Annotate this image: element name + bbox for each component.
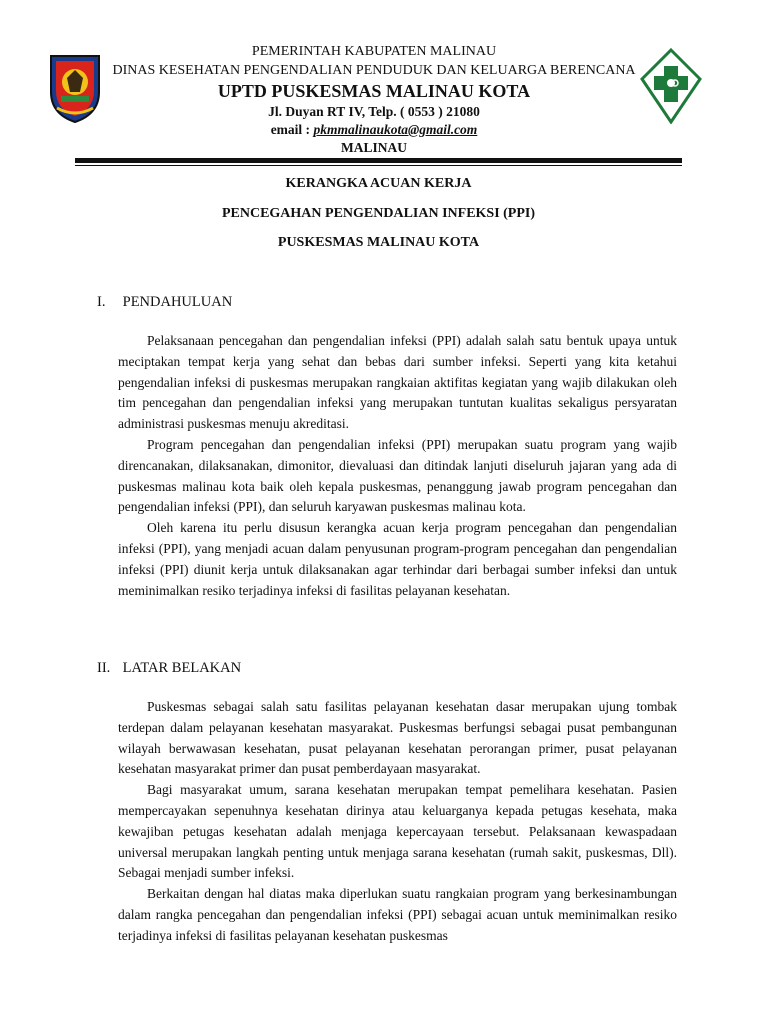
section-title: PENDAHULUAN [122, 294, 233, 310]
government-name: PEMERINTAH KABUPATEN MALINAU [251, 44, 497, 59]
department-name: DINAS KESEHATAN PENGENDALIAN PENDUDUK DAN KELUARGA BERENCANA [112, 63, 636, 78]
email-line [110, 122, 638, 138]
letterhead-divider-thick [75, 158, 682, 163]
email-link[interactable]: pkmmalinaukota@gmail.com [313, 122, 478, 137]
institution-name: UPTD PUSKESMAS MALINAU KOTA [217, 81, 531, 101]
paragraph: Oleh karena itu perlu disusun kerangka acuan kerja program pencegahan dan pengendalian infeksi (PPI), yang menjadi acuan dalam penyusunan program-program pencegahan dan pengendalian infeksi (PPI) diunit kerja untuk dilaksanakan agar terhindar dari berbagai sumber infeksi dan untuk meminimalkan resiko terjadinya infeksi di fasilitas pelayanan kesehatan. [118, 520, 677, 598]
document-title: KERANGKA ACUAN KERJA [285, 176, 472, 191]
section-heading-pendahuluan [97, 294, 232, 311]
paragraph: Pelaksanaan pencegahan dan pengendalian infeksi (PPI) adalah salah satu bentuk upaya untuk meciptakan tempat kerja yang sehat dan bebas dari sumber infeksi. Seperti yang kita ketahui pengendalian infeksi di puskesmas merupakan rangkaian aktifitas kegiatan yang wajib dilakukan oleh tim pencegahan dan pengendalian infeksi yang merupakan tuntutan kualitas sekaligus persyaratan administrasi puskesmas menuju akreditasi. [118, 333, 677, 432]
section-body-pendahuluan [118, 331, 677, 601]
section-title: LATAR BELAKAN [122, 660, 242, 676]
paragraph: Puskesmas sebagai salah satu fasilitas pelayanan kesehatan dasar merupakan ujung tombak terdepan dalam pelayanan kesehatan masyarakat. Puskesmas berfungsi sebagai pusat pembangunan wilayah berwawasan kesehatan, pusat pelayanan kesehatan perorangan primer, pusat pelayanan kesehatan masyarakat primer dan pusat pemberdayaan masyarakat. [118, 699, 677, 777]
paragraph: Berkaitan dengan hal diatas maka diperlukan suatu rangkaian program yang berkesinambungan dalam rangka pencegahan dan pengendalian infeksi (PPI) sebagai acuan untuk meminimalkan resiko terjadinya infeksi di fasilitas pelayanan kesehatan puskesmas [118, 886, 677, 943]
address: Jl. Duyan RT IV, Telp. ( 0553 ) 21080 [268, 104, 480, 119]
section-number: I. [97, 294, 106, 310]
paragraph: Bagi masyarakat umum, sarana kesehatan merupakan tempat pemelihara kesehatan. Pasien mempercayakan sepenuhnya kesehatan dirinya atau keluarganya kepada petugas kesehata, maka kewajiban petugas kesehatan adalah menjaga kepercayaan tersebut. Pelaksanaan kewaspadaan universal merupakan langkah penting untuk menjaga sarana kesehatan (rumah sakit, puskesmas, Dll). Sebagai menjadi sumber infeksi. [118, 782, 677, 881]
regency-emblem-icon [47, 52, 103, 124]
paragraph: Program pencegahan dan pengendalian infeksi (PPI) merupakan suatu program yang wajib direncanakan, dilaksanakan, dimonitor, dievaluasi dan ditindak lanjuti diseluruh jajaran yang ada di puskesmas malinau kota baik oleh kepala puskesmas, penanggung jawab program pencegahan dan pengendalian infeksi (PPI), dan seluruh karyawan puskesmas malinau kota. [118, 436, 677, 515]
document-unit: PUSKESMAS MALINAU KOTA [277, 235, 480, 250]
city: MALINAU [341, 140, 407, 155]
email-label: email : [270, 122, 314, 137]
letterhead-divider-thin [75, 165, 682, 166]
section-heading-latar-belakang [97, 660, 241, 677]
section-body-latar-belakang [118, 697, 677, 947]
document-subtitle: PENCEGAHAN PENGENDALIAN INFEKSI (PPI) [221, 206, 536, 221]
section-number: II. [97, 660, 111, 676]
puskesmas-logo-icon [640, 48, 702, 124]
